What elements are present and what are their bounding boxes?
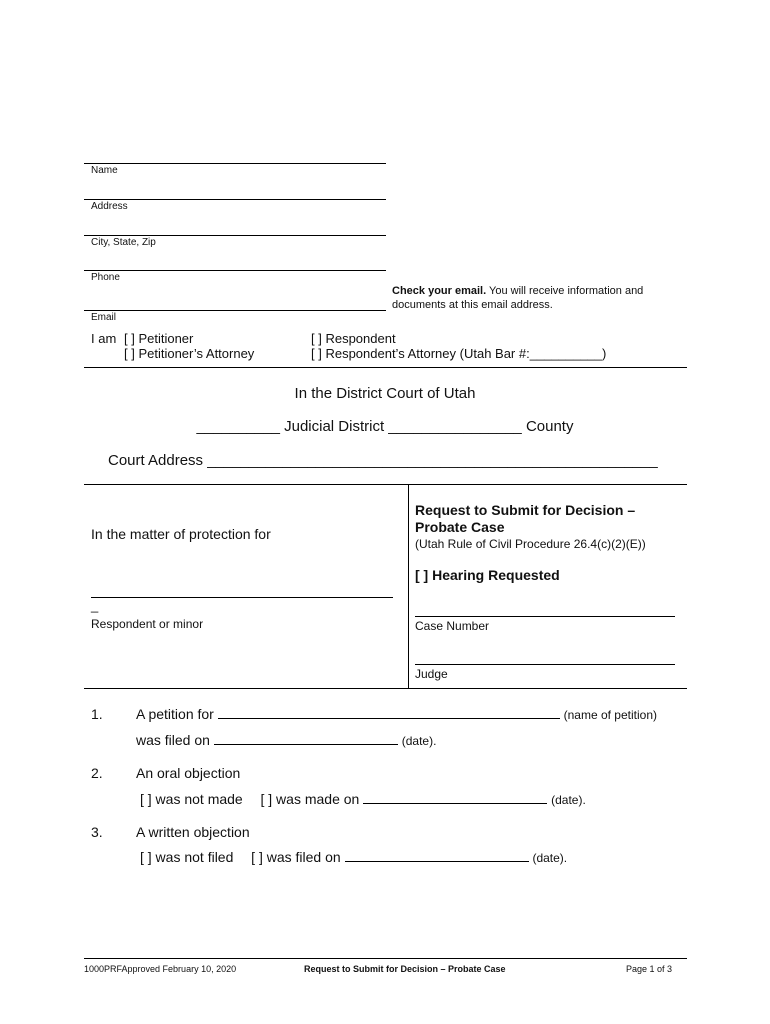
item-3-options xyxy=(140,849,567,865)
name-label: Name xyxy=(91,165,118,176)
hearing-requested[interactable]: [ ] Hearing Requested xyxy=(415,567,560,583)
option-petitioner[interactable]: [ ] Petitioner xyxy=(124,331,194,346)
written-not-filed-option[interactable]: [ ] was not filed xyxy=(140,849,234,865)
case-number-label: Case Number xyxy=(415,619,490,633)
district-blank[interactable]: __________ xyxy=(196,418,280,435)
address-line[interactable] xyxy=(84,199,386,200)
email-note-bold: Check your email. xyxy=(392,285,487,297)
footer-title: Request to Submit for Decision – Probate Case xyxy=(304,964,506,974)
email-label: Email xyxy=(91,312,117,323)
petition-date-blank[interactable] xyxy=(214,732,398,745)
item-3-number: 3. xyxy=(91,824,103,840)
item-1-line2 xyxy=(136,732,436,748)
respondent-line[interactable] xyxy=(91,597,393,598)
matter-label: In the matter of protection for xyxy=(91,526,271,542)
written-date-blank[interactable] xyxy=(345,849,529,862)
district-label: Judicial District xyxy=(279,418,389,435)
item-2-date-hint: (date). xyxy=(551,793,586,807)
item-1-filed-text: was filed on xyxy=(136,732,214,748)
item-2-options xyxy=(140,791,586,807)
judge-line[interactable] xyxy=(415,664,675,665)
phone-line[interactable] xyxy=(84,270,386,271)
item-1-line1 xyxy=(136,706,657,722)
doc-title-line1: Request to Submit for Decision – xyxy=(415,502,636,518)
court-address-line xyxy=(108,452,658,469)
district-county-line xyxy=(0,418,770,435)
judge-label: Judge xyxy=(415,667,448,681)
oral-made-option[interactable]: [ ] was made on xyxy=(260,791,364,807)
name-line[interactable] xyxy=(84,163,386,164)
petition-name-blank[interactable] xyxy=(218,706,560,719)
item-1-date-hint: (date). xyxy=(401,734,437,748)
county-label: County xyxy=(521,418,574,435)
county-blank[interactable]: ________________ xyxy=(388,418,522,435)
iam-label: I am xyxy=(91,331,117,346)
option-respondent[interactable]: [ ] Respondent xyxy=(311,331,396,346)
court-address-label: Court Address xyxy=(108,452,208,469)
oral-not-made-option[interactable]: [ ] was not made xyxy=(140,791,243,807)
item-2-number: 2. xyxy=(91,765,103,781)
doc-title xyxy=(415,502,635,536)
city-line[interactable] xyxy=(84,235,386,236)
footer-page: Page 1 of 3 xyxy=(626,964,673,974)
email-note-rest: You will receive information and xyxy=(486,285,644,297)
written-filed-option[interactable]: [ ] was filed on xyxy=(251,849,345,865)
option-respondent-attorney[interactable]: [ ] Respondent’s Attorney (Utah Bar #:__________) xyxy=(311,346,607,361)
divider-top xyxy=(84,367,687,368)
item-1-hint: (name of petition) xyxy=(563,708,657,722)
city-label: City, State, Zip xyxy=(91,237,156,248)
item-3-text: A written objection xyxy=(136,824,250,840)
phone-label: Phone xyxy=(91,272,120,283)
email-line[interactable] xyxy=(84,310,386,311)
item-2-text: An oral objection xyxy=(136,765,241,781)
email-note xyxy=(392,284,682,312)
court-address-blank[interactable]: ______________________________________________________ xyxy=(207,452,658,469)
item-1-number: 1. xyxy=(91,706,103,722)
case-number-line[interactable] xyxy=(415,616,675,617)
doc-title-line2: Probate Case xyxy=(415,519,505,535)
court-title: In the District Court of Utah xyxy=(294,385,476,402)
footer-form-id: 1000PRFApproved February 10, 2020 xyxy=(84,964,237,974)
respondent-label: Respondent or minor xyxy=(91,617,204,631)
rule-text: (Utah Rule of Civil Procedure 26.4(c)(2)(E)) xyxy=(415,537,646,551)
email-note-line2: documents at this email address. xyxy=(392,299,553,311)
item-1-text: A petition for xyxy=(136,706,218,722)
footer-line xyxy=(84,958,687,959)
caption-divider xyxy=(408,484,409,689)
caption-bottom-line xyxy=(84,688,687,689)
oral-date-blank[interactable] xyxy=(363,791,547,804)
address-label: Address xyxy=(91,201,128,212)
item-3-date-hint: (date). xyxy=(532,851,568,865)
option-petitioner-attorney[interactable]: [ ] Petitioner’s Attorney xyxy=(124,346,255,361)
caption-top-line xyxy=(84,484,687,485)
respondent-underscore: _ xyxy=(91,598,99,613)
